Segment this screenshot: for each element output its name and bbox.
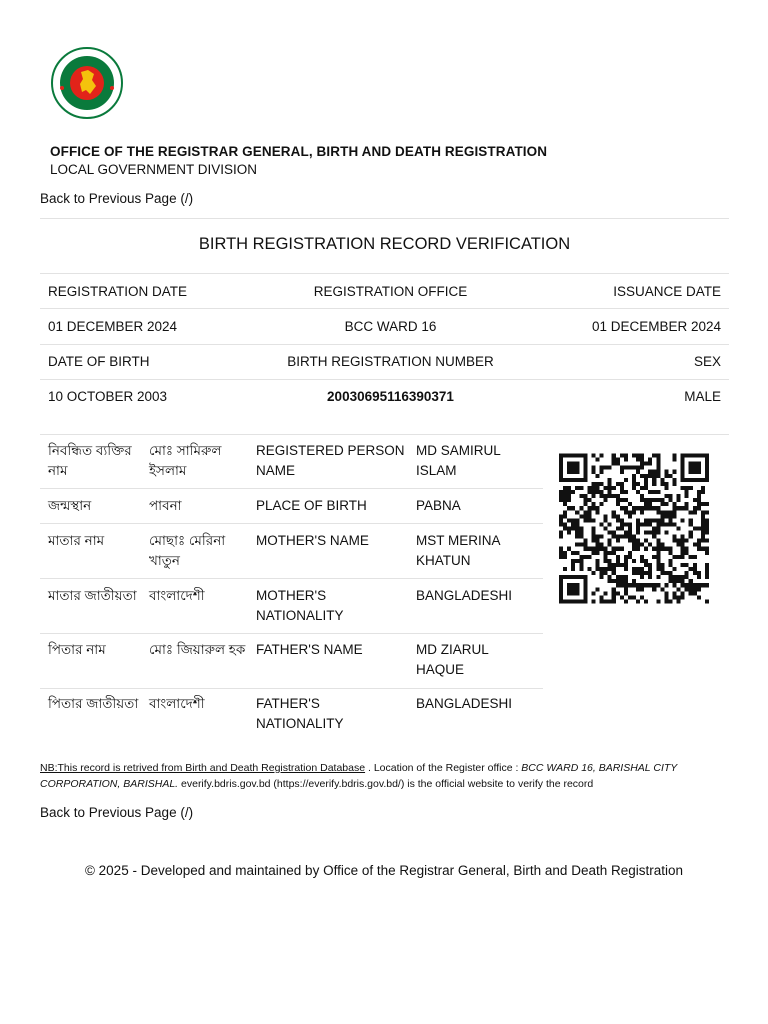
office-title: OFFICE OF THE REGISTRAR GENERAL, BIRTH AND DEATH REGISTRATION [50,144,548,159]
divider [40,578,543,579]
divider [40,218,729,219]
issuance-date-label: ISSUANCE DATE [613,284,721,299]
office-subtitle: LOCAL GOVERNMENT DIVISION [50,162,258,177]
bn-value: বাংলাদেশী [149,588,205,603]
en-label: FATHER'S NAME [256,642,363,657]
info-value-row-1 [40,309,729,344]
birth-registration-number-value: 20030695116390371 [327,389,454,404]
register-office-location: BCC WARD 16, BARISHAL CITY CORPORATION, BARISHAL. [40,762,678,790]
info-value-row-2 [40,379,729,414]
detail-row-father-name [40,634,543,687]
back-to-previous-link[interactable]: Back to Previous Page (/) [40,805,194,820]
verification-note [40,760,740,792]
divider [40,523,543,524]
bn-value: মোঃ সামিরুল ইসলাম [149,443,222,478]
en-value: BANGLADESHI [416,588,513,603]
info-header-row-1 [40,274,729,309]
bn-label: পিতার জাতীয়তা [48,696,139,711]
database-source-note: NB:This record is retrived from Birth and Death Registration Database [40,762,366,774]
bn-label: নিবন্ধিত ব্যক্তির নাম [48,443,132,478]
sex-label: SEX [693,354,721,369]
en-value: BANGLADESHI [416,696,513,711]
en-value: PABNA [416,498,461,513]
back-to-previous-link[interactable]: Back to Previous Page (/) [40,191,194,206]
location-prefix: . Location of the Register office : [365,762,522,774]
info-header-row-2 [40,344,729,379]
bn-value: পাবনা [149,498,182,513]
detail-row-mother-name [40,525,543,578]
en-label: FATHER'S NATIONALITY [256,696,344,731]
registration-office-value: BCC WARD 16 [344,319,437,334]
page-title: BIRTH REGISTRATION RECORD VERIFICATION [198,235,571,253]
bn-value: মোছাঃ মেরিনা খাতুন [149,533,226,568]
bn-value: মোঃ জিয়ারুল হক [149,642,246,657]
en-value: MD ZIARUL HAQUE [416,642,489,677]
en-value: MST MERINA KHATUN [416,533,500,568]
qr-code-icon [559,451,709,606]
registration-date-value: 01 DECEMBER 2024 [48,319,178,334]
en-label: REGISTERED PERSON NAME [256,443,405,478]
registration-office-label: REGISTRATION OFFICE [313,284,468,299]
detail-row-mother-nationality [40,580,543,633]
en-value: MD SAMIRUL ISLAM [416,443,501,478]
official-website-note: everify.bdris.gov.bd (https://everify.bdris.gov.bd/) is the official website to verify the record [178,778,594,790]
date-of-birth-label: DATE OF BIRTH [48,354,150,369]
en-label: MOTHER'S NAME [256,533,369,548]
bn-label: মাতার জাতীয়তা [48,588,137,603]
divider [40,488,543,489]
en-label: PLACE OF BIRTH [256,498,367,513]
issuance-date-value: 01 DECEMBER 2024 [591,319,721,334]
bn-label: পিতার নাম [48,642,106,657]
bn-value: বাংলাদেশী [149,696,205,711]
birth-registration-number-label: BIRTH REGISTRATION NUMBER [287,354,494,369]
bn-label: জন্মস্থান [48,498,92,513]
date-of-birth-value: 10 OCTOBER 2003 [48,389,168,404]
bn-label: মাতার নাম [48,533,105,548]
sex-value: MALE [684,389,721,404]
detail-row-place-of-birth [40,490,543,523]
footer-copyright: © 2025 - Developed and maintained by Office of the Registrar General, Birth and Death Registration [84,863,684,878]
registration-date-label: REGISTRATION DATE [48,284,188,299]
detail-row-father-nationality [40,688,543,741]
en-label: MOTHER'S NATIONALITY [256,588,344,623]
detail-row-registered-person [40,435,543,488]
government-seal-icon [50,46,124,120]
